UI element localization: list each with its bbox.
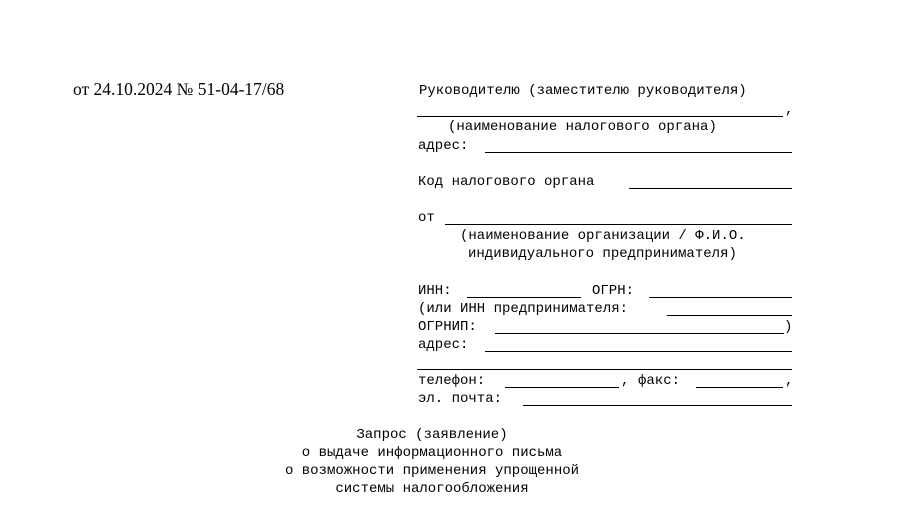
- address2-label: адрес:: [418, 337, 469, 353]
- ie-inn-label: (или ИНН предпринимателя:: [418, 301, 629, 317]
- request-line-3: о возможности применения упрощенной: [284, 463, 580, 479]
- phone-field[interactable]: [505, 387, 619, 388]
- tax-code-label: Код налогового органа: [418, 174, 595, 190]
- request-line-4: системы налогообложения: [335, 481, 529, 497]
- comma: ,: [785, 102, 794, 118]
- address-field[interactable]: [485, 152, 792, 153]
- phone-label: телефон:: [418, 373, 486, 389]
- org-caption-line2: индивидуального предпринимателя): [468, 246, 737, 262]
- org-caption-line1: (наименование организации / Ф.И.О.: [460, 228, 746, 244]
- email-field[interactable]: [523, 405, 792, 406]
- ogrn-field[interactable]: [649, 297, 792, 298]
- document-date-number: от 24.10.2024 № 51-04-17/68: [73, 79, 285, 99]
- fax-comma: ,: [785, 373, 794, 389]
- ie-inn-field[interactable]: [667, 315, 792, 316]
- from-label: от: [418, 210, 435, 226]
- request-line-2: о выдаче информационного письма: [301, 445, 563, 461]
- address2-field[interactable]: [485, 351, 792, 352]
- email-label: эл. почта:: [418, 391, 503, 407]
- request-title: Запрос (заявление): [356, 427, 508, 443]
- inn-field[interactable]: [467, 297, 581, 298]
- ogrnip-field[interactable]: [495, 333, 784, 334]
- phone-comma: ,: [621, 373, 630, 389]
- from-field[interactable]: [445, 224, 792, 225]
- ogrnip-label: ОГРНИП:: [418, 319, 477, 335]
- tax-body-name-field[interactable]: [417, 116, 783, 117]
- inn-label: ИНН:: [418, 283, 452, 299]
- fax-label: факс:: [638, 373, 681, 389]
- address-label: адрес:: [418, 138, 469, 154]
- tax-code-field[interactable]: [629, 188, 792, 189]
- ogrn-label: ОГРН:: [592, 283, 635, 299]
- address2-field-line2[interactable]: [417, 369, 792, 370]
- addressee-line: Руководителю (заместителю руководителя): [419, 83, 747, 99]
- ogrnip-close-paren: ): [784, 319, 793, 335]
- tax-body-caption: (наименование налогового органа): [448, 119, 717, 135]
- fax-field[interactable]: [696, 387, 783, 388]
